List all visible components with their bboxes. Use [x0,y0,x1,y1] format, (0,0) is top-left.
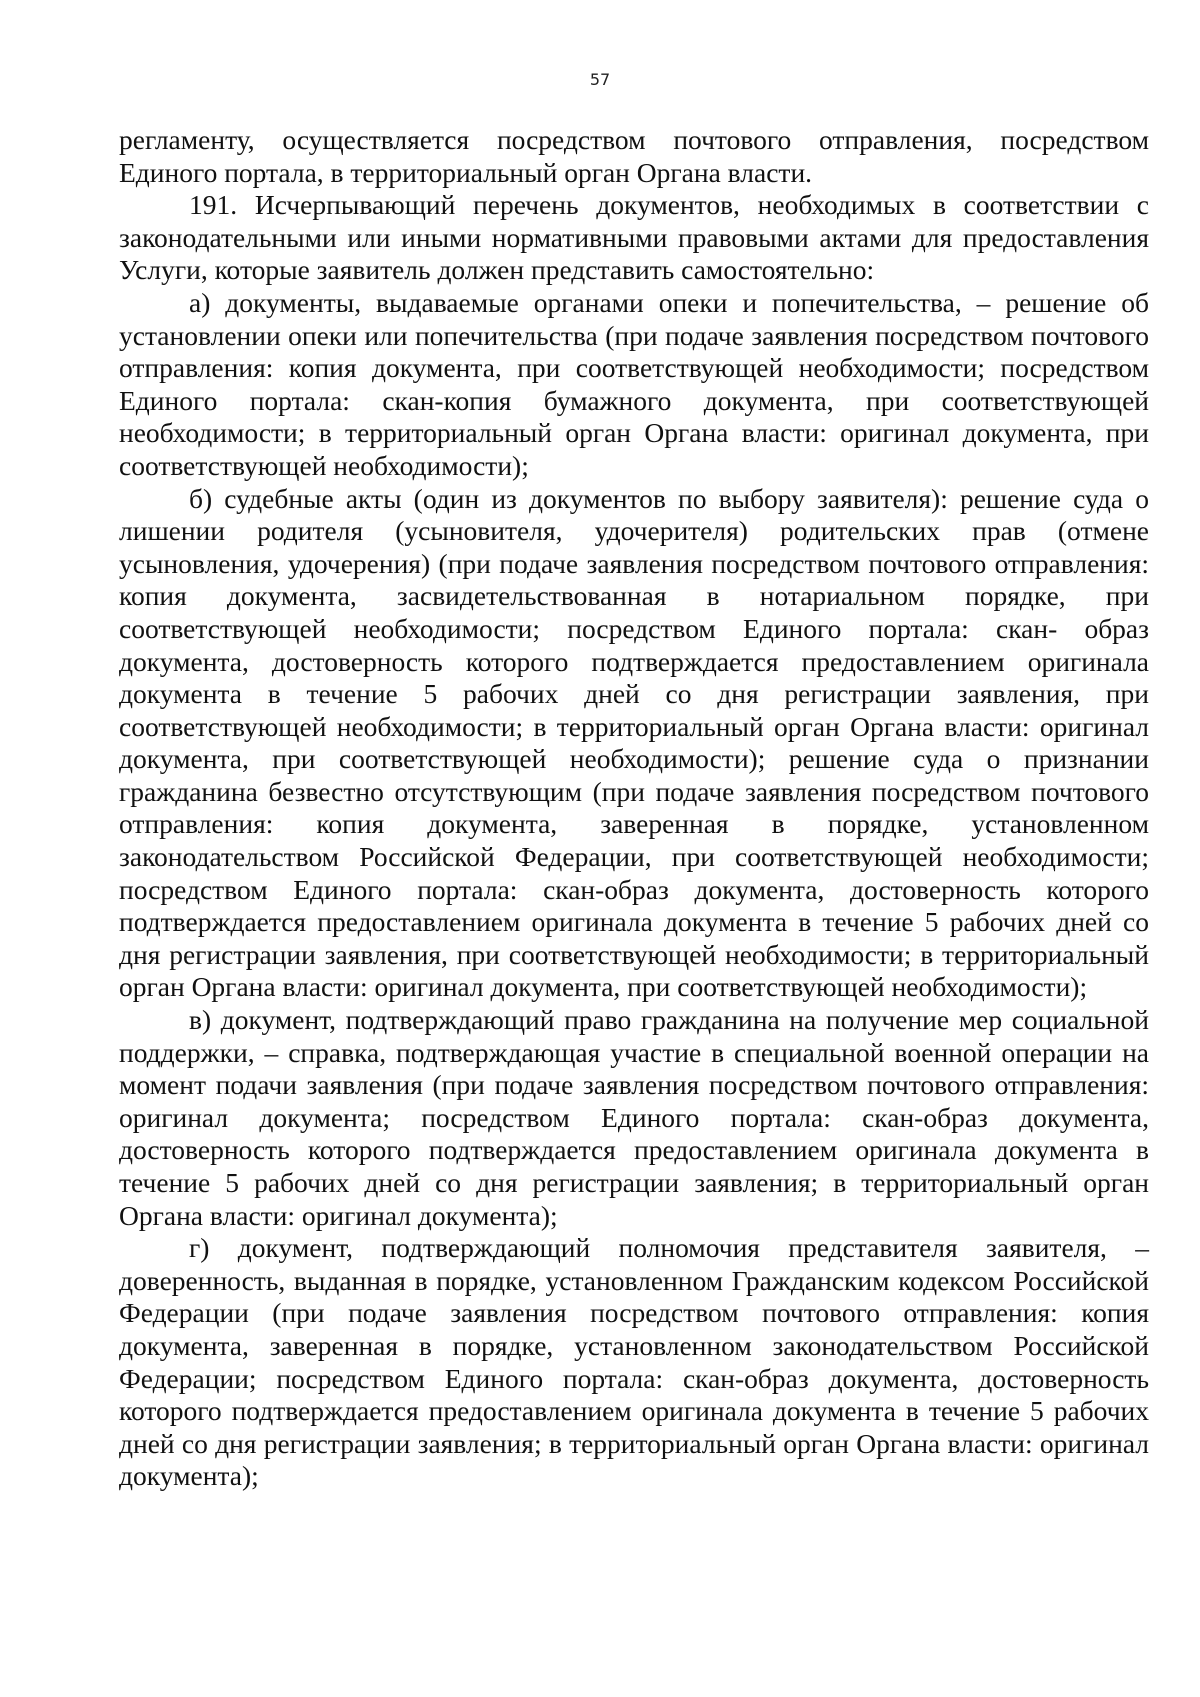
paragraph-item-a: а) документы, выдаваемые органами опеки и попечительства, – решение об установлении опеки или попечительства (при подаче заявления посредством почтового отправления: копия документа, при соответствующей необходимости; посредством Единого портала: скан-копия бумажного документа, при соответствующей необходимости; в территориальный орган Органа власти: оригинал документа, при соответствующей необходимости); [119,286,1149,481]
paragraph-continuation: регламенту, осуществляется посредством почтового отправления, посредством Единого портала, в территориальный орган Органа власти. [119,124,1149,188]
paragraph-item-v: в) документ, подтверждающий право гражданина на получение мер социальной поддержки, – справка, подтверждающая участие в специальной военной операции на момент подачи заявления (при подаче заявления посредством почтового отправления: оригинал документа; посредством Единого портала: скан-образ документа, достоверность которого подтверждается предоставлением оригинала документа в течение 5 рабочих дней со дня регистрации заявления; в территориальный орган Органа власти: оригинал документа); [119,1004,1149,1231]
paragraph-item-g: г) документ, подтверждающий полномочия представителя заявителя, – доверенность, выданная в порядке, установленном Гражданским кодексом Российской Федерации (при подаче заявления посредством почтового отправления: копия документа, заверенная в порядке, установленном законодательством Российской Федерации; посредством Единого портала: скан-образ документа, достоверность которого подтверждается предоставлением оригинала документа в течение 5 рабочих дней со дня регистрации заявления; в территориальный орган Органа власти: оригинал документа); [119,1232,1149,1492]
document-body [119,124,1149,1493]
paragraph-item-b: б) судебные акты (один из документов по выбору заявителя): решение суда о лишении родителя (усыновителя, удочерителя) родительских прав (отмене усыновления, удочерения) (при подаче заявления посредством почтового отправления: копия документа, засвидетельствованная в нотариальном порядке, при соответствующей необходимости; посредством Единого портала: скан- образ документа, достоверность которого подтверждается предоставлением оригинала документа в течение 5 рабочих дней со дня регистрации заявления, при соответствующей необходимости; в территориальный орган Органа власти: оригинал документа, при соответствующей необходимости); решение суда о признании гражданина безвестно отсутствующим (при подаче заявления посредством почтового отправления: копия документа, заверенная в порядке, установленном законодательством Российской Федерации, при соответствующей необходимости; посредством Единого портала: скан-образ документа, достоверность которого подтверждается предоставлением оригинала документа в течение 5 рабочих дней со дня регистрации заявления, при соответствующей необходимости; в территориальный орган Органа власти: оригинал документа, при соответствующей необходимости); [119,482,1149,1003]
paragraph-191: 191. Исчерпывающий перечень документов, необходимых в соответствии с законодательными или иными нормативными правовыми актами для предоставления Услуги, которые заявитель должен представить самостоятельно: [119,189,1149,286]
page-number: 57 [589,70,611,89]
